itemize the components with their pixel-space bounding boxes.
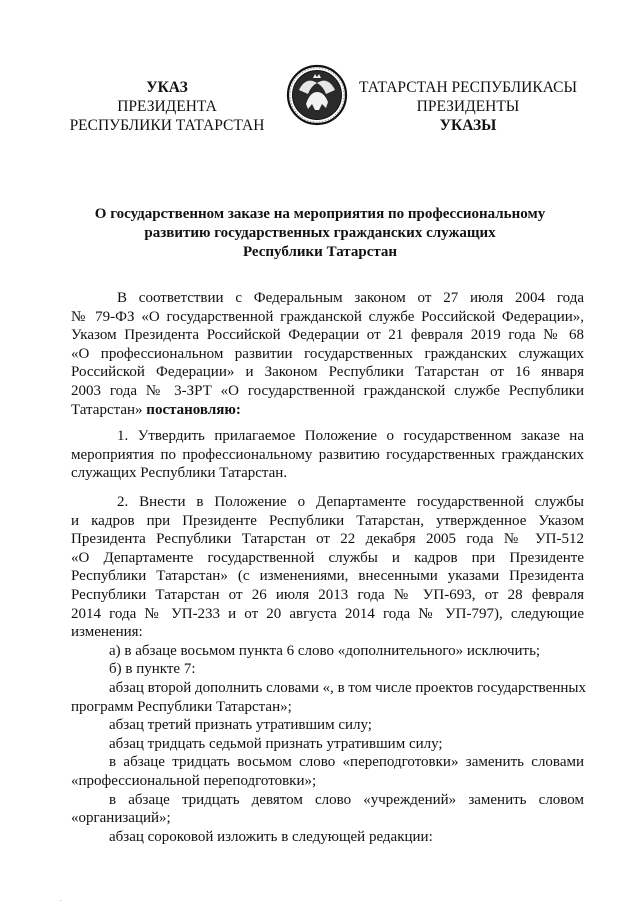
scan-mark: .	[60, 897, 62, 903]
text-line: абзац тридцать седьмой признать утратившим силу;	[109, 735, 443, 752]
sub-item-b: б) в пункте 7:	[109, 661, 196, 678]
text-line: 2. Внести в Положение о Департаменте государственной службы	[117, 494, 584, 510]
title-line: Республики Татарстан	[242, 244, 398, 260]
title-line: О государственном заказе на мероприятия по профессиональному	[94, 206, 546, 222]
title-line: развитию государственных гражданских служащих	[144, 225, 496, 241]
text-line: служащих Республики Татарстан.	[71, 465, 288, 482]
text-line: Республики Татарстан от 26 июля 2013 года № УП-693, от 28 февраля	[71, 586, 584, 603]
text-line	[71, 401, 584, 420]
text-line: 2003 года № 3-ЗРТ «О государственной гражданской службе Республики	[71, 382, 584, 399]
text-line: абзац сороковой изложить в следующей редакции:	[109, 828, 433, 845]
text-line: в абзаце тридцать восьмом слово «переподготовки» заменить словами	[109, 754, 584, 771]
text-line: «организаций»;	[71, 810, 171, 827]
header-right-line: УКАЗЫ	[439, 117, 497, 134]
text-line: абзац третий признать утратившим силу;	[109, 717, 372, 734]
text-line: абзац второй дополнить словами «, в том числе проектов государственных	[109, 679, 586, 696]
item-2-paragraph	[71, 493, 584, 846]
text-line: в абзаце тридцать девятом слово «учреждений» заменить словом	[109, 791, 584, 808]
document-title	[70, 205, 570, 262]
text-line: программ Республики Татарстан»;	[71, 698, 292, 715]
text-line: «О Департаменте государственной службы и кадров при Президенте	[71, 549, 584, 566]
text-line: мероприятия по профессиональному развитию государственных гражданских	[71, 446, 584, 463]
header-left-block	[62, 78, 272, 135]
header-left-line: ПРЕЗИДЕНТА	[117, 98, 217, 115]
header-right-line: ТАТАРСТАН РЕСПУБЛИКАСЫ	[359, 79, 577, 96]
text-line: Республики Татарстан» (с изменениями, внесенными указами Президента	[71, 568, 584, 585]
preamble-paragraph	[71, 289, 584, 419]
header-right-block	[358, 78, 578, 135]
text-line: В соответствии с Федеральным законом от 27 июля 2004 года	[117, 290, 584, 306]
header-right-line: ПРЕЗИДЕНТЫ	[416, 98, 520, 115]
coat-of-arms-icon	[286, 64, 348, 126]
text-line: Президента Республики Татарстан от 22 декабря 2005 года № УП-512	[71, 531, 584, 548]
decree-verb: постановляю:	[146, 401, 241, 418]
sub-item-a: а) в абзаце восьмом пункта 6 слово «дополнительного» исключить;	[109, 642, 541, 659]
text-line: Российской Федерации» и Законом Республики Татарстан от 16 января	[71, 364, 584, 381]
text-line: и кадров при Президенте Республики Татарстан, утвержденное Указом	[71, 512, 584, 529]
text-line: 1. Утвердить прилагаемое Положение о государственном заказе на	[117, 428, 584, 444]
text-line: «профессиональной переподготовки»;	[71, 772, 317, 789]
header-left-line: РЕСПУБЛИКИ ТАТАРСТАН	[69, 117, 265, 134]
text-line: изменения:	[71, 624, 143, 641]
text-fragment: Татарстан»	[71, 401, 147, 418]
text-line: № 79-ФЗ «О государственной гражданской службе Российской Федерации»,	[71, 308, 584, 325]
header-left-line: УКАЗ	[146, 79, 188, 96]
text-line: 2014 года № УП-233 и от 20 августа 2014 года № УП-797), следующие	[71, 605, 584, 622]
text-line: Указом Президента Российской Федерации от 21 февраля 2019 года № 68	[71, 327, 584, 344]
text-line: «О профессиональном развитии государственных гражданских служащих	[71, 345, 584, 362]
item-1-paragraph	[71, 427, 584, 483]
